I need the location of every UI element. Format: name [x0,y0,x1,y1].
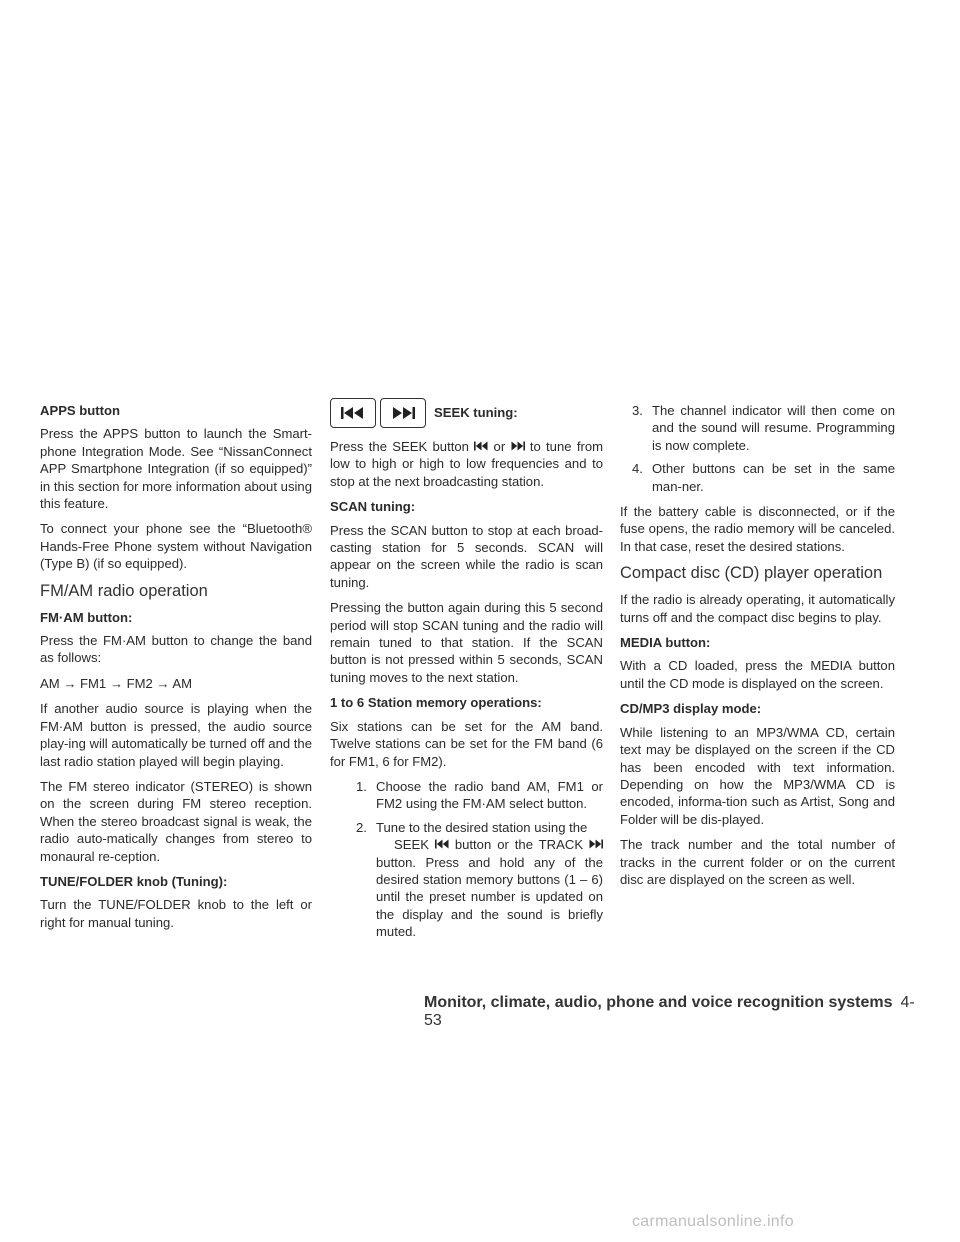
list-item [620,402,895,454]
step-number: 3. [632,403,643,418]
step-text-a: Tune to the desired station using the [376,819,588,835]
skip-forward-icon [390,406,416,420]
skip-forward-icon [589,839,603,849]
seek-paragraph [330,438,603,490]
skip-forward-button-graphic [380,398,426,428]
media-paragraph: With a CD loaded, press the MEDIA button until the CD mode is displayed on the screen. [620,658,895,691]
apps-paragraph-1: Press the APPS button to launch the Smart-phone Integration Mode. See “NissanConnect APP Smartphone Integration (if so equipped)” in this section for more information about using this feature. [40,426,312,512]
mp3-paragraph-2: The track number and the total number of tracks in the current folder or on the current disc are displayed on the screen as well. [620,837,895,887]
seek-text-c: from low to high or high to low frequencies and to stop at the next broadcasting station. [330,439,604,489]
mp3-paragraph-1: While listening to an MP3/WMA CD, certain text may be displayed on the screen if the CD has been encoded with text information. Depending on how the MP3/WMA CD is encoded, informa-tion such as Artist, Song and Folder will be dis-played. [620,724,895,827]
apps-heading: APPS button [40,403,121,418]
tune-heading: TUNE/FOLDER knob (Tuning): [40,873,228,889]
column-1 [40,402,312,939]
step-text-mid: button or the TRACK [454,837,584,853]
step-text-seek: SEEK [394,837,429,853]
step-number: 1. [356,778,367,794]
mp3-heading: CD/MP3 display mode: [620,701,762,717]
seek-text-or: or [493,439,506,454]
column-2 [330,396,603,949]
page-number: 4-53 [424,994,915,1029]
seek-heading: SEEK tuning: [434,405,518,421]
skip-back-icon [474,441,488,451]
fmam-sequence: AM → FM1 → FM2 → AM [40,675,193,691]
seek-heading-row [330,396,603,430]
column-3 [620,402,895,896]
watermark: carmanualsonline.info [632,1213,794,1230]
scan-paragraph-1: Press the SCAN button to stop at each broad-casting station for 5 seconds. SCAN will appear on the screen while the radio is scan tuning. [330,522,603,590]
memory-paragraph: Six stations can be set for the AM band. Twelve stations can be set for the FM band (6 for FM1, 6 for FM2). [330,718,603,769]
section-title-cd: Compact disc (CD) player operation [620,564,883,583]
tune-paragraph: Turn the TUNE/FOLDER knob to the left or right for manual tuning. [40,897,312,930]
step-number: 4. [632,461,643,477]
battery-paragraph: If the battery cable is disconnected, or if the fuse opens, the radio memory will be canceled. In that case, reset the desired stations. [620,504,895,554]
step-text: The channel indicator will then come on and the sound will resume. Programming is now complete. [652,403,895,453]
fmam-paragraph-3: The FM stereo indicator (STEREO) is shown on the screen during FM stereo reception. When the stereo broadcast signal is weak, the radio auto-matically changes from stereo to monaural re-ception. [40,778,312,864]
memory-steps-list-continued [620,402,895,495]
step-text-b: button. Press and hold any of the desired station memory buttons (1 – 6) until the preset number is updated on the display and the sound is briefly muted. [376,854,603,940]
seek-text-a: Press the SEEK button [330,439,469,454]
skip-back-button-graphic [330,398,376,428]
cd-paragraph: If the radio is already operating, it automatically turns off and the compact disc begins to play. [620,592,895,625]
footer-title: Monitor, climate, audio, phone and voice recognition systems [424,994,893,1011]
step-text: Choose the radio band AM, FM1 or FM2 using the FM·AM select button. [376,778,603,812]
media-heading: MEDIA button: [620,635,711,651]
memory-steps-list [330,778,603,941]
step-number: 2. [356,819,367,835]
fmam-paragraph-1: Press the FM·AM button to change the band as follows: [40,633,312,666]
seek-text-b: to tune [529,439,572,454]
scan-paragraph-2: Pressing the button again during this 5 second period will stop SCAN tuning and the radio will remain tuned to that station. If the SCAN button is not pressed within 5 seconds, SCAN tuning moves to the next station. [330,600,603,685]
skip-back-icon [340,406,366,420]
fmam-paragraph-2: If another audio source is playing when the FM·AM button is pressed, the audio source play-ing will automatically be turned off and the last radio station played will begin playing. [40,701,312,769]
list-item [330,819,603,941]
list-item [620,460,895,495]
skip-forward-icon [511,441,525,451]
step-text: Other buttons can be set in the same man-ner. [652,461,895,494]
page-footer [424,994,924,1030]
apps-paragraph-2: To connect your phone see the “Bluetooth® Hands-Free Phone system without Navigation (Type B) (if so equipped). [40,521,312,572]
scan-heading: SCAN tuning: [330,499,416,515]
memory-heading: 1 to 6 Station memory operations: [330,695,542,711]
list-item [330,778,603,813]
fmam-heading: FM·AM button: [40,609,133,625]
skip-back-icon [435,839,449,849]
section-title-fmam: FM/AM radio operation [40,581,208,600]
